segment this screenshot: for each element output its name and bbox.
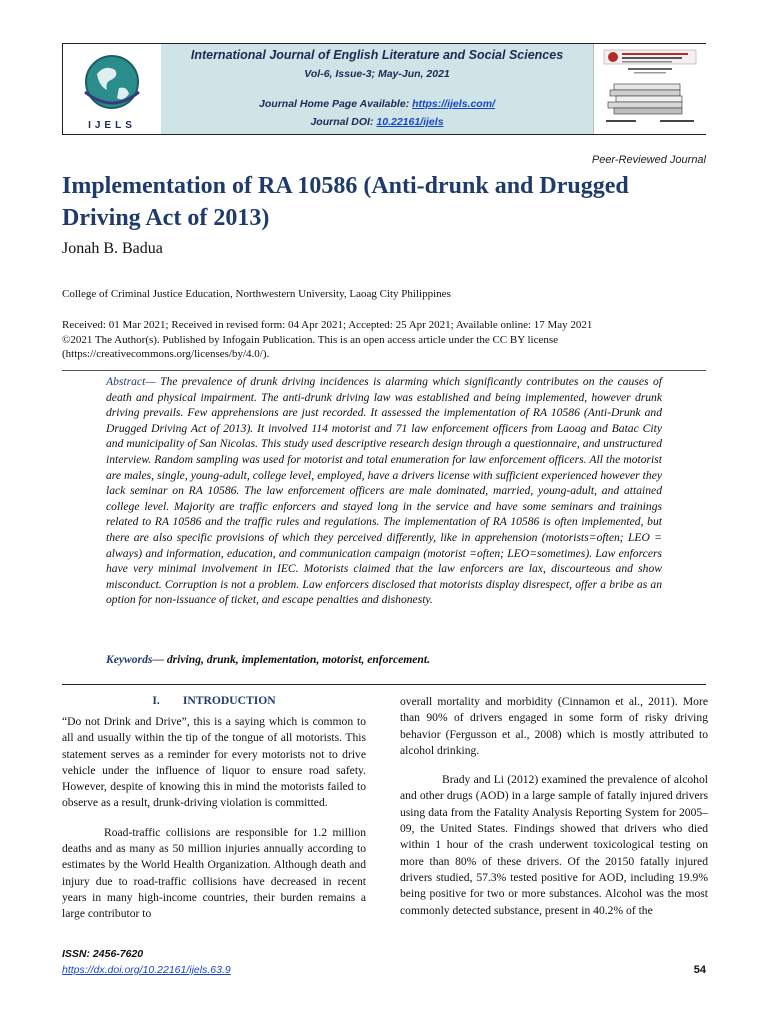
abstract-text: The prevalence of drunk driving incidences is alarming which significantly contributes on the causes of death and physical impairment. The anti-drunk driving law was established and being implemented, however drunk driving prevails. Few apprehensions are just recorded. It assessed the implementation of RA 10586 (Anti-Drunk and Drugged Driving Act of 2013). It involved 114 motorist and 71 law enforcement officers from Laoag and Batac City and municipality of San Nicolas. This study used descriptive research design through a questionnaire, and unstructured interview. Random sampling was used for motorist and total enumeration for law enforcement officers. All the motorist are males, single, young-adult, college level, employed, have a drivers license with sufficient experienced however they lack seminar on RA 10586. The law enforcement officers are male dominated, married, young-adult, and attained college level. Majority are traffic enforcers and stayed long in the service and have some seminars and trainings related to RA 10586 and the traffic rules and regulations. The implementation of RA 10586 is often implemented, but there are also specific provisions of which they perceived differently, like in apprehension (motorists=often; LEO = always) and information, education, and communication campaign (motorist =often; LEO=sometimes). Law enforcers have very minimal involvement in IEC. Motorists claimed that the law enforcers are lax, discourteous and show misconduct. Corruption is not a problem. Law enforcers disclosed that motorists display disrespect, offer a bribe as an option for non-issuance of ticket, and escape penalties and dishonesty. bbox=[106, 375, 662, 607]
paragraph: Road-traffic collisions are responsible for 1.2 million deaths and as many as 50 million injuries annually according to estimates by the World Health Organization. Although death and injury due to road-traffic collisions have decreased in recent years in many high-income countries, their burden remains a large contributor to bbox=[62, 825, 366, 921]
globe-logo-icon bbox=[63, 44, 161, 134]
logo-text: IJELS bbox=[88, 120, 136, 131]
peer-reviewed-label: Peer-Reviewed Journal bbox=[591, 154, 706, 166]
journal-home bbox=[161, 98, 593, 110]
keywords bbox=[106, 653, 430, 666]
doi-label: Journal DOI: bbox=[310, 116, 377, 128]
keywords-label: Keywords— bbox=[106, 653, 164, 666]
journal-volume: Vol-6, Issue-3; May-Jun, 2021 bbox=[304, 68, 450, 80]
publication-dates bbox=[62, 318, 712, 362]
title-line-1: Implementation of RA 10586 (Anti-drunk and Drugged bbox=[62, 173, 629, 199]
dates-line-1: Received: 01 Mar 2021; Received in revised form: 04 Apr 2021; Accepted: 25 Apr 2021; Available online: 17 May 2021 bbox=[62, 319, 593, 331]
abstract-label: Abstract— bbox=[106, 375, 156, 388]
home-label: Journal Home Page Available: bbox=[259, 98, 413, 110]
journal-cover-image bbox=[593, 44, 706, 134]
journal-info bbox=[161, 44, 593, 134]
article-title bbox=[62, 170, 712, 234]
license-line: ©2021 The Author(s). Published by Infogain Publication. This is an open access article under the CC BY license bbox=[62, 333, 559, 346]
license-link[interactable]: (https://creativecommons.org/licenses/by/4.0/). bbox=[62, 348, 270, 360]
page-number: 54 bbox=[693, 964, 706, 976]
journal-header bbox=[62, 43, 706, 135]
author-affiliation: College of Criminal Justice Education, Northwestern University, Laoag City Philippines bbox=[62, 288, 451, 300]
divider bbox=[62, 684, 706, 685]
book-stack-icon bbox=[594, 44, 706, 134]
paragraph: overall mortality and morbidity (Cinnamon et al., 2011). More than 90% of drivers engaged in some form of risky driving behavior (Fergusson et al., 2008) which is mostly attributed to alcohol drinking. bbox=[400, 695, 708, 757]
title-line-2: Driving Act of 2013) bbox=[62, 205, 270, 231]
author-name: Jonah B. Badua bbox=[62, 240, 163, 257]
abstract bbox=[106, 374, 662, 608]
journal-doi bbox=[161, 116, 593, 128]
journal-title: International Journal of English Literature and Social Sciences bbox=[190, 48, 564, 62]
keywords-text: driving, drunk, implementation, motorist, enforcement. bbox=[163, 653, 431, 666]
body-column-left bbox=[62, 714, 366, 923]
journal-logo bbox=[63, 44, 162, 134]
paragraph: “Do not Drink and Drive”, this is a saying which is common to all and usually within the tip of the tongue of all motorists. This statement serves as a reminder for every motorists not to drive vehicle under the influence of liquor to ensure road safety. However, despite of knowing this in mind the motorists failed to observe as a result, drunk-driving violation is committed. bbox=[62, 715, 366, 810]
home-link[interactable]: https://ijels.com/ bbox=[412, 98, 495, 110]
section-heading: I. INTRODUCTION bbox=[152, 694, 276, 707]
body-column-right bbox=[400, 694, 708, 919]
doi-link[interactable]: 10.22161/ijels bbox=[376, 116, 444, 128]
divider bbox=[62, 370, 706, 371]
footer-issn: ISSN: 2456-7620 bbox=[62, 948, 144, 960]
paragraph: Brady and Li (2012) examined the prevalence of alcohol and other drugs (AOD) in a large sample of fatally injured drivers using data from the Fatality Analysis Reporting System for 2005–09, the United States. Findings showed that drivers who died within 1 hour of the crash underwent toxicological testing on more than 80% of these drivers. Of the 20150 fatally injured drivers studied, 57.3% tested positive for AOD, including 19.9% being positive for two or more substances. Alcohol was the most commonly detected substance, present in 40.2% of the bbox=[400, 773, 708, 917]
footer-doi-link[interactable]: https://dx.doi.org/10.22161/ijels.63.9 bbox=[62, 964, 231, 976]
